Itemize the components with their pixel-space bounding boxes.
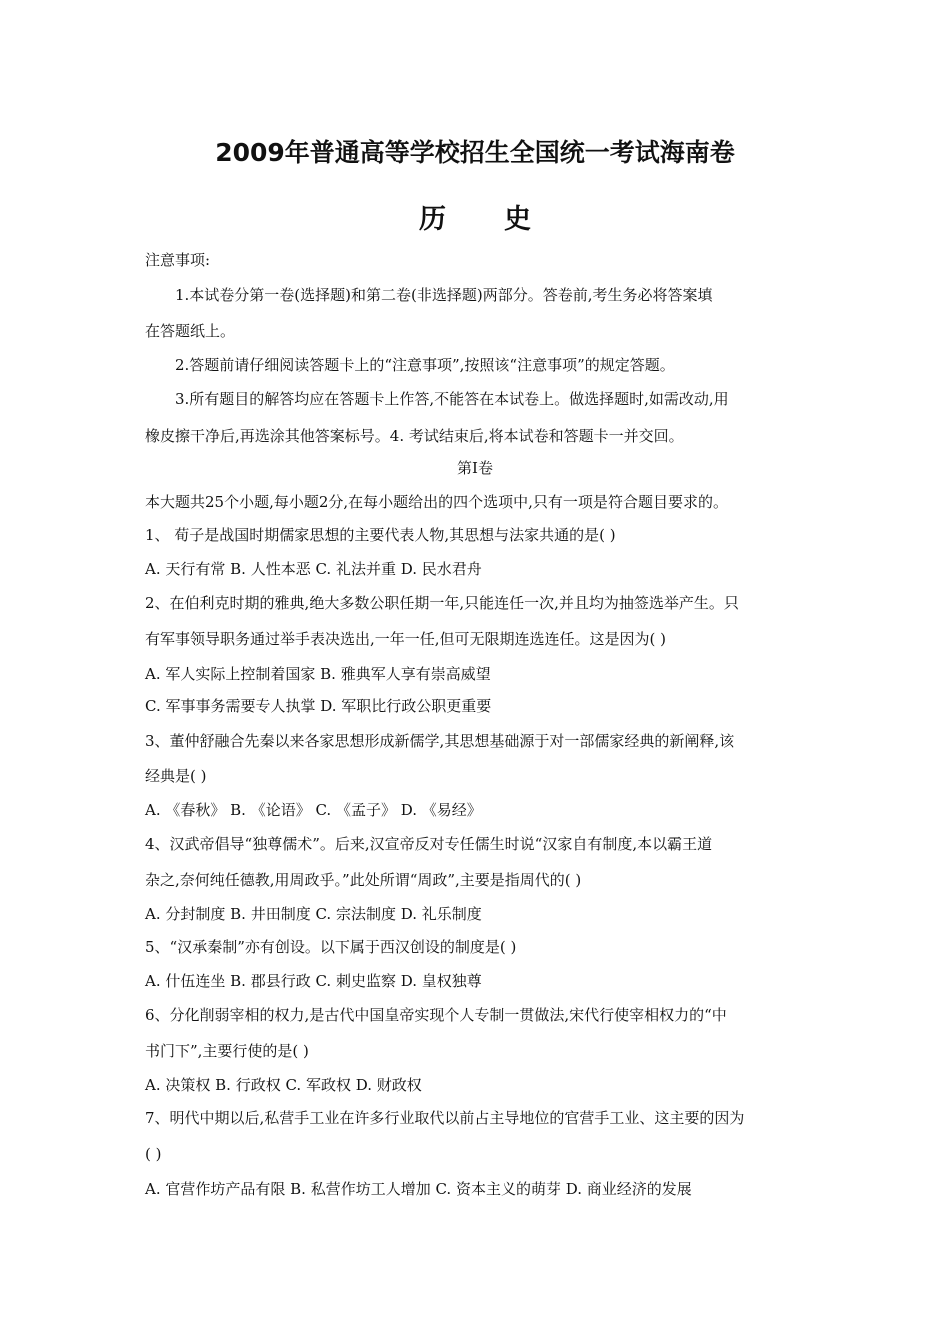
- notice-item-3-line-2: 橡皮擦干净后,再选涂其他答案标号。4. 考试结束后,将本试卷和答题卡一并交回。: [145, 427, 684, 445]
- question-3-stem-line-2: 经典是( ): [145, 767, 207, 785]
- question-2-options-line-1: A. 军人实际上控制着国家 B. 雅典军人享有崇高威望: [145, 665, 491, 683]
- question-3-stem-line-1: 3、董仲舒融合先秦以来各家思想形成新儒学,其思想基础源于对一部儒家经典的新阐释,该: [145, 732, 735, 750]
- question-5-options: A. 什伍连坐 B. 郡县行政 C. 刺史监察 D. 皇权独尊: [145, 972, 482, 990]
- question-6-stem-line-2: 书门下”,主要行使的是( ): [145, 1042, 309, 1060]
- section-title: 第Ⅰ卷: [457, 459, 493, 477]
- notice-item-2: 2.答题前请仔细阅读答题卡上的“注意事项”,按照该“注意事项”的规定答题。: [175, 356, 675, 374]
- exam-title: 2009年普通高等学校招生全国统一考试海南卷: [215, 138, 735, 167]
- question-6-options: A. 决策权 B. 行政权 C. 军政权 D. 财政权: [145, 1076, 422, 1094]
- question-1-options: A. 天行有常 B. 人性本恶 C. 礼法并重 D. 民水君舟: [145, 560, 482, 578]
- question-7-options: A. 官营作坊产品有限 B. 私营作坊工人增加 C. 资本主义的萌芽 D. 商业经济的发展: [145, 1180, 692, 1198]
- subject-title-part2: 史: [504, 204, 531, 235]
- question-3-options: A. 《春秋》 B. 《论语》 C. 《孟子》 D. 《易经》: [145, 801, 482, 819]
- question-4-stem-line-1: 4、汉武帝倡导“独尊儒术”。后来,汉宣帝反对专任儒生时说“汉家自有制度,本以霸王道: [145, 835, 713, 853]
- section-instructions: 本大题共25个小题,每小题2分,在每小题给出的四个选项中,只有一项是符合题目要求的。: [145, 493, 728, 511]
- question-4-stem-line-2: 杂之,奈何纯任德教,用周政乎。”此处所谓“周政”,主要是指周代的( ): [145, 871, 582, 889]
- notice-heading: 注意事项:: [145, 251, 211, 269]
- notice-item-3-line-1: 3.所有题目的解答均应在答题卡上作答,不能答在本试卷上。做选择题时,如需改动,用: [175, 390, 729, 408]
- notice-item-1-line-2: 在答题纸上。: [145, 322, 236, 340]
- question-4-options: A. 分封制度 B. 井田制度 C. 宗法制度 D. 礼乐制度: [145, 905, 482, 923]
- question-2-stem-line-2: 有军事领导职务通过举手表决选出,一年一任,但可无限期连选连任。这是因为( ): [145, 630, 667, 648]
- question-7-stem-line-2: ( ): [145, 1145, 162, 1163]
- question-7-stem-line-1: 7、明代中期以后,私营手工业在许多行业取代以前占主导地位的官营手工业、这主要的因为: [145, 1109, 745, 1127]
- question-1-stem: 1、 荀子是战国时期儒家思想的主要代表人物,其思想与法家共通的是( ): [145, 526, 616, 544]
- question-5-stem: 5、“汉承秦制”亦有创设。以下属于西汉创设的制度是( ): [145, 938, 517, 956]
- question-6-stem-line-1: 6、分化削弱宰相的权力,是古代中国皇帝实现个人专制一贯做法,宋代行使宰相权力的“中: [145, 1006, 727, 1024]
- question-2-stem-line-1: 2、在伯利克时期的雅典,绝大多数公职任期一年,只能连任一次,并且均为抽签选举产生。只: [145, 594, 739, 612]
- subject-title-part1: 历: [419, 204, 446, 235]
- question-2-options-line-2: C. 军事事务需要专人执掌 D. 军职比行政公职更重要: [145, 697, 492, 715]
- notice-item-1-line-1: 1.本试卷分第一卷(选择题)和第二卷(非选择题)两部分。答卷前,考生务必将答案填: [175, 286, 713, 304]
- subject-title: [0, 197, 950, 236]
